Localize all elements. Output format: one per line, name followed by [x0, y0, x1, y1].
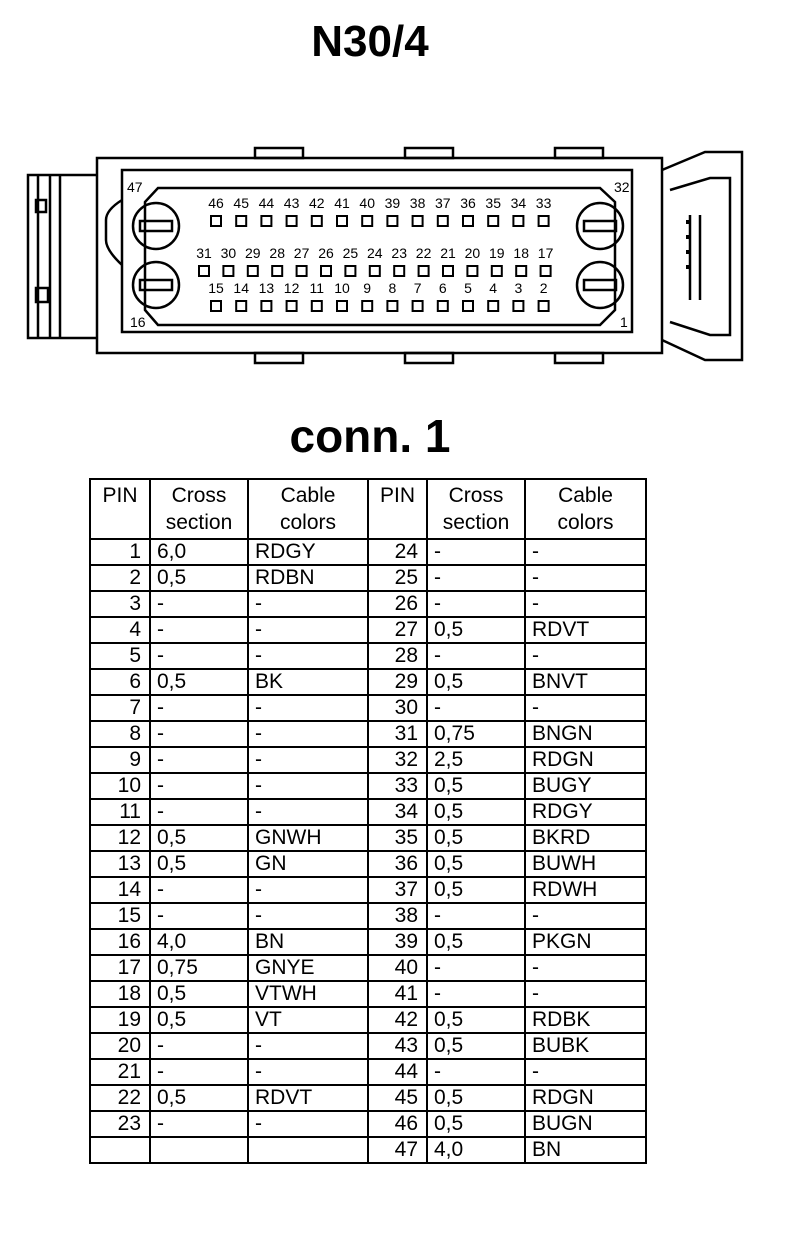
pin-number-label: 21 — [440, 245, 456, 261]
pin-number-cell: 43 — [368, 1033, 427, 1059]
pin-number-cell: 27 — [368, 617, 427, 643]
pin-layer — [196, 195, 553, 311]
cable-color-cell: GNYE — [248, 955, 368, 981]
cable-color-cell: - — [525, 565, 646, 591]
cross-section-cell: 0,5 — [427, 1085, 525, 1111]
pin-number-cell: 28 — [368, 643, 427, 669]
pin-number-label: 18 — [513, 245, 529, 261]
table-row — [90, 1059, 646, 1085]
cross-section-cell: 4,0 — [427, 1137, 525, 1163]
cross-section-cell: - — [150, 799, 248, 825]
pin-socket — [467, 266, 477, 276]
pin-socket — [419, 266, 429, 276]
cross-section-cell: - — [150, 877, 248, 903]
cable-color-cell: - — [525, 955, 646, 981]
cable-color-cell: - — [248, 903, 368, 929]
pin-number-cell: 17 — [90, 955, 150, 981]
pin-number-label: 6 — [438, 280, 447, 296]
pin-number-label: 39 — [384, 195, 401, 211]
cable-color-cell: BUBK — [525, 1033, 646, 1059]
pin-socket — [287, 301, 297, 311]
cable-color-cell: RDVT — [525, 617, 646, 643]
cable-color-cell: - — [525, 695, 646, 721]
pin-number-label: 19 — [489, 245, 505, 261]
pin-number-label: 9 — [363, 280, 372, 296]
pin-socket — [387, 301, 397, 311]
header-cross-section: Cross section — [427, 479, 525, 539]
pin-socket — [362, 216, 372, 226]
pin-socket — [337, 216, 347, 226]
pin-number-cell — [90, 1137, 150, 1163]
pin-number-cell: 14 — [90, 877, 150, 903]
pin-number-cell: 18 — [90, 981, 150, 1007]
pin-socket — [387, 216, 397, 226]
cross-section-cell: - — [427, 695, 525, 721]
pin-number-label: 17 — [537, 245, 554, 261]
diagram-title: N30/4 — [311, 17, 429, 66]
pin-number-cell: 35 — [368, 825, 427, 851]
table-row — [90, 695, 646, 721]
pin-number-cell: 5 — [90, 643, 150, 669]
header-cable-colors: Cable colors — [525, 479, 646, 539]
cross-section-cell: 0,5 — [427, 617, 525, 643]
corner-label-32: 32 — [614, 179, 630, 195]
table-row — [90, 565, 646, 591]
pin-number-cell: 21 — [90, 1059, 150, 1085]
cable-color-cell: - — [248, 643, 368, 669]
table-row — [90, 669, 646, 695]
cable-color-cell: BUGY — [525, 773, 646, 799]
pin-number-cell: 3 — [90, 591, 150, 617]
cable-color-cell: BN — [525, 1137, 646, 1163]
pin-socket — [321, 266, 331, 276]
pin-number-cell: 15 — [90, 903, 150, 929]
cable-color-cell: RDGY — [248, 539, 368, 565]
pin-number-label: 11 — [309, 280, 325, 296]
cable-color-cell: - — [248, 877, 368, 903]
cable-color-cell: BKRD — [525, 825, 646, 851]
cable-color-cell: - — [248, 617, 368, 643]
pin-number-label: 7 — [413, 280, 422, 296]
pin-number-cell: 30 — [368, 695, 427, 721]
cross-section-cell: - — [150, 643, 248, 669]
table-row — [90, 929, 646, 955]
cross-section-cell: - — [150, 591, 248, 617]
table-row — [90, 1137, 646, 1163]
pin-number-label: 15 — [208, 280, 224, 296]
pin-number-label: 30 — [220, 245, 237, 261]
cable-color-cell: - — [248, 1059, 368, 1085]
cable-color-cell: BNGN — [525, 721, 646, 747]
cross-section-cell: - — [150, 903, 248, 929]
cross-section-cell: 0,5 — [427, 929, 525, 955]
pin-number-label: 20 — [464, 245, 481, 261]
cable-color-cell: GNWH — [248, 825, 368, 851]
pin-socket — [261, 216, 271, 226]
pin-number-cell: 11 — [90, 799, 150, 825]
cable-color-cell: - — [248, 1033, 368, 1059]
pin-number-label: 37 — [435, 195, 451, 211]
pin-number-label: 41 — [334, 195, 350, 211]
cross-section-cell: 0,75 — [427, 721, 525, 747]
pin-number-cell: 10 — [90, 773, 150, 799]
cross-section-cell: - — [150, 1033, 248, 1059]
pin-socket — [492, 266, 502, 276]
pin-number-label: 43 — [283, 195, 300, 211]
pin-socket — [236, 301, 246, 311]
pin-number-label: 3 — [514, 280, 523, 296]
cable-color-cell: RDBN — [248, 565, 368, 591]
pin-number-label: 46 — [208, 195, 224, 211]
table-row — [90, 773, 646, 799]
pin-number-label: 26 — [318, 245, 334, 261]
pin-number-cell: 1 — [90, 539, 150, 565]
pin-number-cell: 40 — [368, 955, 427, 981]
cross-section-cell: - — [150, 721, 248, 747]
pin-socket — [488, 216, 498, 226]
cross-section-cell: 0,5 — [150, 565, 248, 591]
cross-section-cell: 0,5 — [427, 669, 525, 695]
pin-number-cell: 25 — [368, 565, 427, 591]
cable-color-cell: - — [525, 903, 646, 929]
pin-socket — [516, 266, 526, 276]
cross-section-cell: - — [427, 903, 525, 929]
pin-number-cell: 26 — [368, 591, 427, 617]
cable-color-cell: BUGN — [525, 1111, 646, 1137]
pin-number-label: 29 — [245, 245, 261, 261]
pin-number-cell: 32 — [368, 747, 427, 773]
cross-section-cell: - — [150, 617, 248, 643]
pin-number-cell: 8 — [90, 721, 150, 747]
table-row — [90, 643, 646, 669]
pin-socket — [312, 301, 322, 311]
cross-section-cell: 0,75 — [150, 955, 248, 981]
pin-number-cell: 20 — [90, 1033, 150, 1059]
pin-socket — [443, 266, 453, 276]
cross-section-cell: - — [427, 1059, 525, 1085]
table-row — [90, 1085, 646, 1111]
pin-number-label: 5 — [464, 280, 472, 296]
cross-section-cell: 0,5 — [150, 825, 248, 851]
pin-number-label: 4 — [489, 280, 498, 296]
pin-number-cell: 16 — [90, 929, 150, 955]
pin-socket — [370, 266, 380, 276]
pin-number-label: 33 — [535, 195, 552, 211]
cable-color-cell: RDBK — [525, 1007, 646, 1033]
cross-section-cell: - — [150, 1111, 248, 1137]
pin-number-label: 13 — [258, 280, 275, 296]
pin-number-cell: 42 — [368, 1007, 427, 1033]
pin-number-label: 28 — [269, 245, 285, 261]
cable-color-cell: - — [248, 747, 368, 773]
pin-number-cell: 24 — [368, 539, 427, 565]
pin-number-cell: 7 — [90, 695, 150, 721]
cross-section-cell: 0,5 — [427, 851, 525, 877]
cable-color-cell: - — [525, 1059, 646, 1085]
cross-section-cell: - — [427, 981, 525, 1007]
cross-section-cell: 0,5 — [150, 981, 248, 1007]
cross-section-cell: 0,5 — [427, 799, 525, 825]
table-header-row — [90, 479, 646, 539]
pin-socket — [199, 266, 209, 276]
pin-number-cell: 41 — [368, 981, 427, 1007]
cable-color-cell: BUWH — [525, 851, 646, 877]
pin-number-label: 25 — [342, 245, 359, 261]
pin-socket — [248, 266, 258, 276]
pin-number-cell: 34 — [368, 799, 427, 825]
cable-color-cell: RDVT — [248, 1085, 368, 1111]
cable-color-cell: - — [248, 1111, 368, 1137]
pin-number-label: 10 — [334, 280, 350, 296]
pin-socket — [236, 216, 246, 226]
corner-label-47: 47 — [127, 179, 143, 195]
table-row — [90, 825, 646, 851]
pin-socket — [261, 301, 271, 311]
pin-number-cell: 44 — [368, 1059, 427, 1085]
cross-section-cell: 0,5 — [150, 1085, 248, 1111]
pin-number-label: 12 — [283, 280, 300, 296]
header-pin: PIN — [368, 479, 427, 539]
pin-number-cell: 46 — [368, 1111, 427, 1137]
cable-color-cell: - — [525, 643, 646, 669]
cable-color-cell: RDGN — [525, 747, 646, 773]
pin-socket — [297, 266, 307, 276]
pin-number-cell: 45 — [368, 1085, 427, 1111]
pin-number-cell: 12 — [90, 825, 150, 851]
pin-number-cell: 22 — [90, 1085, 150, 1111]
table-row — [90, 721, 646, 747]
pin-socket — [438, 301, 448, 311]
cross-section-cell: 0,5 — [427, 1033, 525, 1059]
cable-color-cell: - — [248, 799, 368, 825]
cross-section-cell: - — [150, 1059, 248, 1085]
pin-number-cell: 38 — [368, 903, 427, 929]
pin-socket — [223, 266, 233, 276]
pin-socket — [513, 301, 523, 311]
pin-number-label: 22 — [415, 245, 432, 261]
pin-number-label: 34 — [510, 195, 527, 211]
cable-color-cell: RDGN — [525, 1085, 646, 1111]
pin-number-label: 36 — [460, 195, 476, 211]
pin-number-cell: 33 — [368, 773, 427, 799]
pin-socket — [463, 216, 473, 226]
table-row — [90, 1033, 646, 1059]
cross-section-cell — [150, 1137, 248, 1163]
pin-socket — [287, 216, 297, 226]
pin-number-label: 44 — [258, 195, 275, 211]
cable-color-cell: BN — [248, 929, 368, 955]
cable-color-cell: RDWH — [525, 877, 646, 903]
pin-socket — [488, 301, 498, 311]
cross-section-cell: 4,0 — [150, 929, 248, 955]
pin-socket — [394, 266, 404, 276]
cable-color-cell: VTWH — [248, 981, 368, 1007]
pin-number-label: 8 — [388, 280, 397, 296]
cross-section-cell: - — [150, 773, 248, 799]
cable-color-cell: - — [525, 539, 646, 565]
pin-socket — [211, 216, 221, 226]
pin-number-cell: 36 — [368, 851, 427, 877]
cross-section-cell: 0,5 — [150, 669, 248, 695]
cross-section-cell: 6,0 — [150, 539, 248, 565]
header-pin: PIN — [90, 479, 150, 539]
cross-section-cell: 0,5 — [150, 851, 248, 877]
table-row — [90, 851, 646, 877]
cable-color-cell: BK — [248, 669, 368, 695]
pin-socket — [539, 301, 549, 311]
connector-subtitle: conn. 1 — [289, 410, 451, 462]
table-row — [90, 955, 646, 981]
cable-color-cell: PKGN — [525, 929, 646, 955]
pin-number-label: 27 — [293, 245, 310, 261]
table-row — [90, 539, 646, 565]
table-row — [90, 591, 646, 617]
pin-number-cell: 6 — [90, 669, 150, 695]
pin-socket — [539, 216, 549, 226]
cross-section-cell: - — [427, 565, 525, 591]
cross-section-cell: 2,5 — [427, 747, 525, 773]
table-row — [90, 1007, 646, 1033]
pin-socket — [345, 266, 355, 276]
pin-number-cell: 2 — [90, 565, 150, 591]
pin-number-cell: 23 — [90, 1111, 150, 1137]
pin-number-label: 24 — [367, 245, 383, 261]
pin-socket — [337, 301, 347, 311]
cross-section-cell: - — [427, 955, 525, 981]
cable-color-cell: - — [248, 591, 368, 617]
cross-section-cell: 0,5 — [427, 773, 525, 799]
cable-color-cell: RDGY — [525, 799, 646, 825]
pin-number-label: 23 — [391, 245, 407, 261]
cable-color-cell: - — [248, 695, 368, 721]
cross-section-cell: 0,5 — [427, 1007, 525, 1033]
header-cross-section: Cross section — [150, 479, 248, 539]
cross-section-cell: 0,5 — [427, 825, 525, 851]
pin-socket — [312, 216, 322, 226]
header-cable-colors: Cable colors — [248, 479, 368, 539]
pin-socket — [438, 216, 448, 226]
pin-number-label: 42 — [309, 195, 325, 211]
pin-number-label: 40 — [359, 195, 375, 211]
pin-number-cell: 37 — [368, 877, 427, 903]
pin-number-label: 31 — [196, 245, 212, 261]
cross-section-cell: - — [427, 591, 525, 617]
pin-number-cell: 29 — [368, 669, 427, 695]
cross-section-cell: 0,5 — [427, 877, 525, 903]
table-row — [90, 877, 646, 903]
pin-number-cell: 19 — [90, 1007, 150, 1033]
cable-color-cell: GN — [248, 851, 368, 877]
table-row — [90, 1111, 646, 1137]
pin-number-label: 38 — [409, 195, 426, 211]
cable-color-cell: VT — [248, 1007, 368, 1033]
pin-socket — [211, 301, 221, 311]
pin-socket — [513, 216, 523, 226]
cable-color-cell: - — [248, 721, 368, 747]
table-row — [90, 799, 646, 825]
table-row — [90, 617, 646, 643]
pin-socket — [413, 216, 423, 226]
pin-number-label: 2 — [539, 280, 548, 296]
corner-label-1: 1 — [620, 314, 628, 330]
pin-number-cell: 4 — [90, 617, 150, 643]
pin-number-cell: 39 — [368, 929, 427, 955]
cross-section-cell: - — [427, 643, 525, 669]
cable-color-cell: - — [525, 981, 646, 1007]
cross-section-cell: 0,5 — [150, 1007, 248, 1033]
cable-color-cell — [248, 1137, 368, 1163]
pin-number-cell: 9 — [90, 747, 150, 773]
cable-color-cell: BNVT — [525, 669, 646, 695]
pin-socket — [463, 301, 473, 311]
pin-number-cell: 13 — [90, 851, 150, 877]
cross-section-cell: - — [427, 539, 525, 565]
pin-table — [89, 478, 647, 1164]
pin-number-label: 45 — [233, 195, 249, 211]
pin-socket — [272, 266, 282, 276]
corner-label-16: 16 — [130, 314, 146, 330]
pin-socket — [362, 301, 372, 311]
pin-number-cell: 47 — [368, 1137, 427, 1163]
cross-section-cell: 0,5 — [427, 1111, 525, 1137]
pin-socket — [413, 301, 423, 311]
table-row — [90, 981, 646, 1007]
table-row — [90, 903, 646, 929]
pin-socket — [541, 266, 551, 276]
pin-number-cell: 31 — [368, 721, 427, 747]
connector-diagram — [0, 140, 800, 380]
pin-number-label: 35 — [485, 195, 501, 211]
pin-number-label: 14 — [233, 280, 249, 296]
cross-section-cell: - — [150, 695, 248, 721]
cable-color-cell: - — [525, 591, 646, 617]
cross-section-cell: - — [150, 747, 248, 773]
table-row — [90, 747, 646, 773]
cable-color-cell: - — [248, 773, 368, 799]
